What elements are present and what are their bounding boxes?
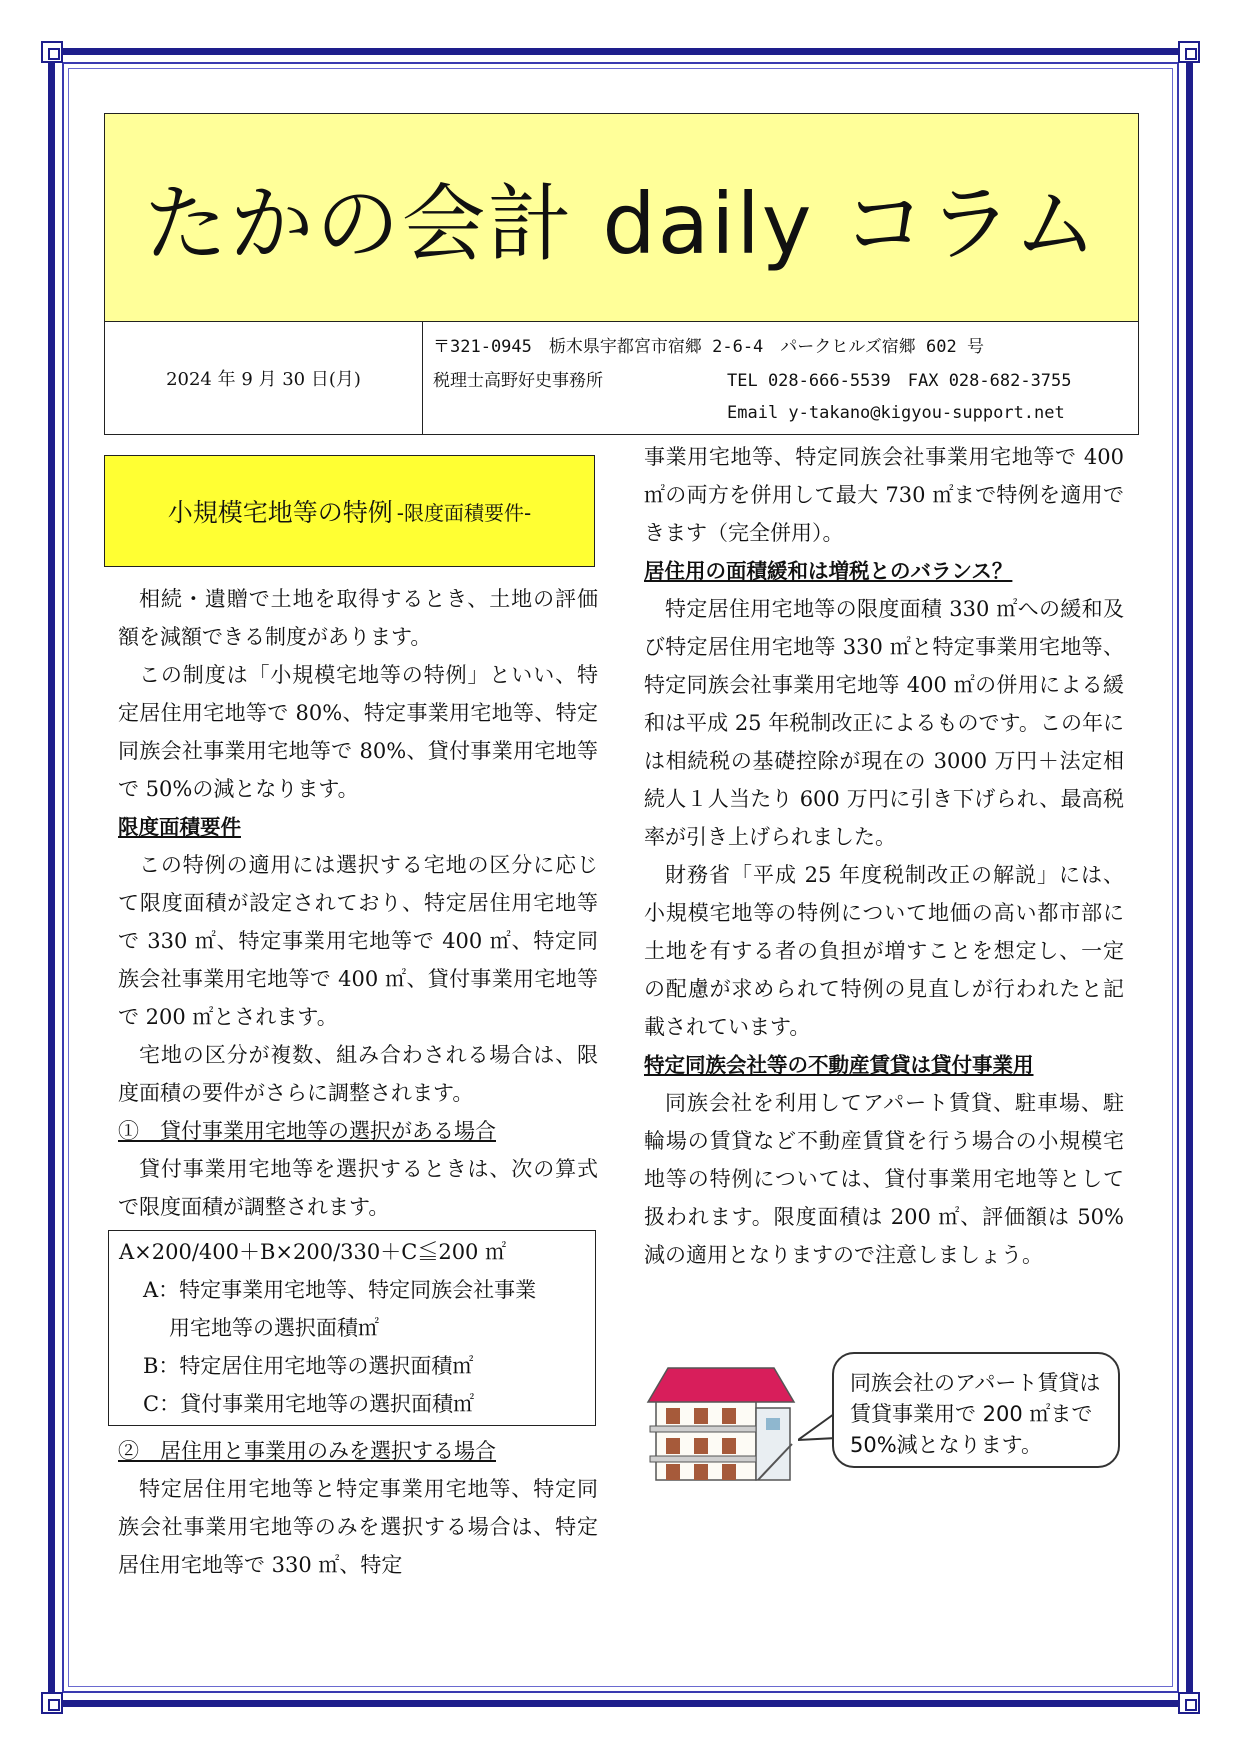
article-heading	[104, 455, 595, 567]
subsection-heading: ② 居住用と事業用のみを選択する場合	[118, 1439, 496, 1463]
paragraph: 財務省「平成 25 年度税制改正の解説」には、小規模宅地等の特例について地価の高い都市部に土地を有する者の負担が増すことを想定し、一定の配慮が求められて特例の見直しが行われたと記載されています。	[644, 863, 1124, 1039]
formula-def-b: B：特定居住用宅地等の選択面積㎡	[143, 1354, 474, 1378]
subsection-heading: ① 貸付事業用宅地等の選択がある場合	[118, 1119, 496, 1143]
paragraph: 特定居住用宅地等の限度面積 330 ㎡への緩和及び特定居住用宅地等 330 ㎡と特定事業用宅地等、特定同族会社事業用宅地等 400 ㎡の併用による緩和は平成 25 年税制改正によるものです。この年には相続税の基礎控除が現在の 3000 万円＋法定相続人１人当たり 600 万円に引き下げられ、最高税率が引き上げられました。	[644, 597, 1124, 849]
office-name: 税理士高野好史事務所	[433, 371, 603, 391]
apartment-house-icon	[646, 1360, 796, 1490]
formula-line: A×200/400＋B×200/330＋C≦200 ㎡	[119, 1240, 507, 1264]
formula-def-c: C：貸付事業用宅地等の選択面積㎡	[143, 1392, 475, 1416]
formula-box	[108, 1230, 596, 1426]
corner-ornament	[41, 41, 63, 63]
office-phone-fax: TEL 028-666-5539 FAX 028-682-3755	[727, 371, 1072, 391]
paragraph: 同族会社を利用してアパート賃貸、駐車場、駐輪場の賃貸など不動産賃貸を行う場合の小規模宅地等の特例については、貸付事業用宅地等として扱われます。限度面積は 200 ㎡、評価額は 50%減の適用となりますので注意しましょう。	[644, 1091, 1124, 1267]
section-heading: 居住用の面積緩和は増税とのバランス？	[644, 559, 1013, 583]
formula-def-a-cont: 用宅地等の選択面積㎡	[169, 1316, 379, 1340]
corner-ornament	[1178, 1692, 1200, 1714]
paragraph: 特定居住用宅地等と特定事業用宅地等、特定同族会社事業用宅地等のみを選択する場合は、特定居住用宅地等で 330 ㎡、特定	[118, 1477, 598, 1577]
formula-def-a: A：特定事業用宅地等、特定同族会社事業	[143, 1278, 537, 1302]
article-heading-main: 小規模宅地等の特例	[167, 498, 393, 527]
paragraph: この特例の適用には選択する宅地の区分に応じて限度面積が設定されており、特定居住用宅地等で 330 ㎡、特定事業用宅地等で 400 ㎡、特定同族会社事業用宅地等で 400 ㎡、貸付事業用宅地等で 200 ㎡とされます。	[118, 853, 598, 1029]
section-heading: 限度面積要件	[118, 815, 241, 839]
corner-ornament	[41, 1692, 63, 1714]
contact-info	[423, 322, 1138, 434]
issue-date: 2024 年 9 月 30 日(月)	[105, 322, 423, 434]
office-address: 〒321-0945 栃木県宇都宮市宿郷 2-6-4 パークヒルズ宿郷 602 号	[433, 337, 984, 357]
right-column	[644, 438, 1124, 1274]
paragraph: この制度は「小規模宅地等の特例」といい、特定居住用宅地等で 80%、特定事業用宅地等、特定同族会社事業用宅地等で 80%、貸付事業用宅地等で 50%の減となります。	[118, 663, 598, 801]
header-box	[104, 113, 1139, 435]
left-column	[118, 580, 598, 1584]
speech-bubble: 同族会社のアパート賃貸は賃貸事業用で 200 ㎡まで 50%減となります。	[832, 1352, 1120, 1468]
page-title: たかの会計 daily コラム	[143, 175, 1100, 273]
paragraph: 相続・遺贈で土地を取得するとき、土地の評価額を減額できる制度があります。	[118, 587, 598, 649]
title-band	[105, 114, 1138, 322]
paragraph: 宅地の区分が複数、組み合わされる場合は、限度面積の要件がさらに調整されます。	[118, 1043, 598, 1105]
article-heading-sub: -限度面積要件-	[396, 500, 532, 525]
corner-ornament	[1178, 41, 1200, 63]
section-heading: 特定同族会社等の不動産賃貸は貸付事業用	[644, 1053, 1034, 1077]
paragraph: 事業用宅地等、特定同族会社事業用宅地等で 400 ㎡の両方を併用して最大 730 ㎡まで特例を適用できます（完全併用）。	[644, 445, 1124, 545]
paragraph: 貸付事業用宅地等を選択するときは、次の算式で限度面積が調整されます。	[118, 1157, 598, 1219]
office-email: Email y-takano@kigyou-support.net	[727, 403, 1065, 423]
